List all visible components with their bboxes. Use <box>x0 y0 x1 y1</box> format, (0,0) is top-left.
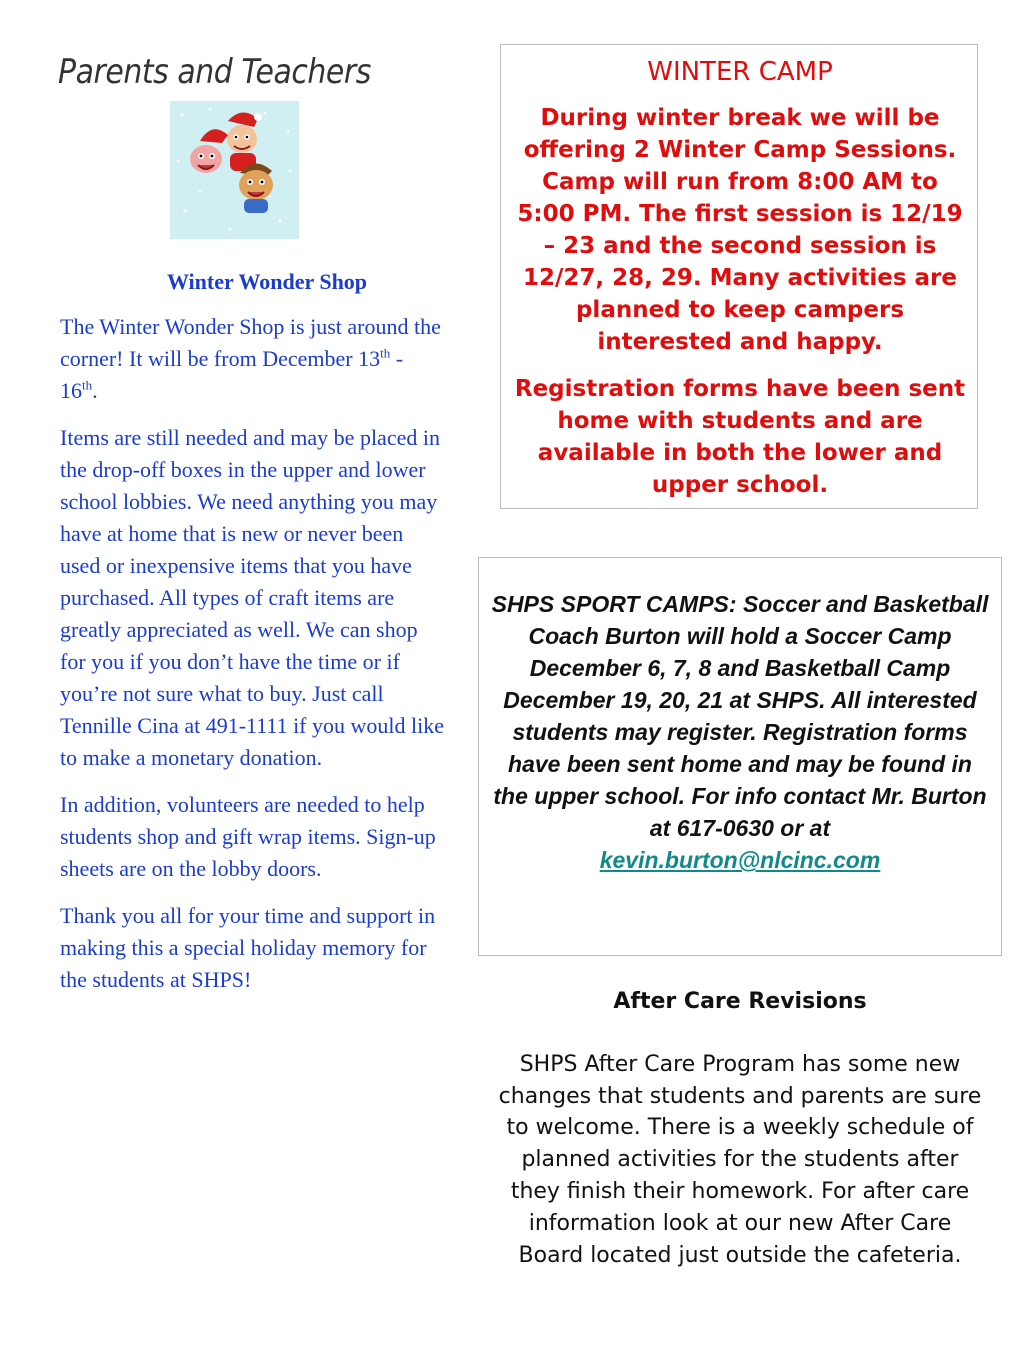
winter-camp-registration: Registration forms have been sent home with students and are available in both the lower and upper school. <box>514 376 966 498</box>
dates-text: - 16 <box>60 346 404 403</box>
winter-camp-section <box>510 56 970 516</box>
wonder-shop-volunteers-paragraph: In addition, volunteers are needed to help students shop and gift wrap items. Sign-up sheets are on the lobby doors. <box>60 792 436 881</box>
wonder-shop-thanks-paragraph: Thank you all for your time and support in making this a special holiday memory for the students at SHPS! <box>60 903 436 992</box>
winter-camp-details: During winter break we will be offering 2 Winter Camp Sessions. Camp will run from 8:00 AM to 5:00 PM. The first session is 12/19 – 23 and the second session is 12/27, 28, 29. Many activities are planned to keep campers interested and happy. <box>517 105 963 355</box>
superscript: th <box>380 345 391 361</box>
dates-text: . <box>92 378 98 403</box>
wonder-shop-items-paragraph: Items are still needed and may be placed in the drop-off boxes in the upper and lower school lobbies. We need anything you may have at home that is new or never been used or inexpensive items that you have purchased. All types of craft items are greatly appreciated as well. We can shop for you if you don’t have the time or if you’re not sure what to buy. Just call Tennille Cina at 491-1111 if you would like to make a monetary donation. <box>60 425 445 770</box>
after-care-body: SHPS After Care Program has some new changes that students and parents are sure to welcome. There is a weekly schedule of planned activities for the students after they finish their homework. For after care information look at our new After Care Board located just outside the cafeteria. <box>498 1051 982 1268</box>
email-link[interactable]: kevin.burton@nlcinc.com <box>599 847 881 873</box>
page-title: Parents and Teachers <box>58 52 371 92</box>
winter-wonder-shop-section <box>60 266 444 1011</box>
after-care-section <box>494 986 986 1271</box>
sport-camps-body: Coach Burton will hold a Soccer Camp December 6, 7, 8 and Basketball Camp December 19, 20, 21 at SHPS. All interested students may register. Registration forms have been sent home and may be found in the upper school. For info contact Mr. Burton at 617-0630 or at <box>493 623 987 841</box>
dates-text: The Winter Wonder Shop is just around the corner! It will be from December 13 <box>60 314 441 371</box>
wonder-shop-heading: Winter Wonder Shop <box>166 269 368 294</box>
after-care-title: After Care Revisions <box>613 989 867 1014</box>
holiday-kids-clipart <box>170 101 299 239</box>
wonder-shop-dates-paragraph <box>60 311 444 407</box>
sport-camps-section <box>488 588 992 876</box>
sport-camps-title: SHPS SPORT CAMPS: Soccer and Basketball <box>491 591 989 617</box>
winter-camp-title: WINTER CAMP <box>647 57 833 87</box>
superscript: th <box>82 377 93 393</box>
